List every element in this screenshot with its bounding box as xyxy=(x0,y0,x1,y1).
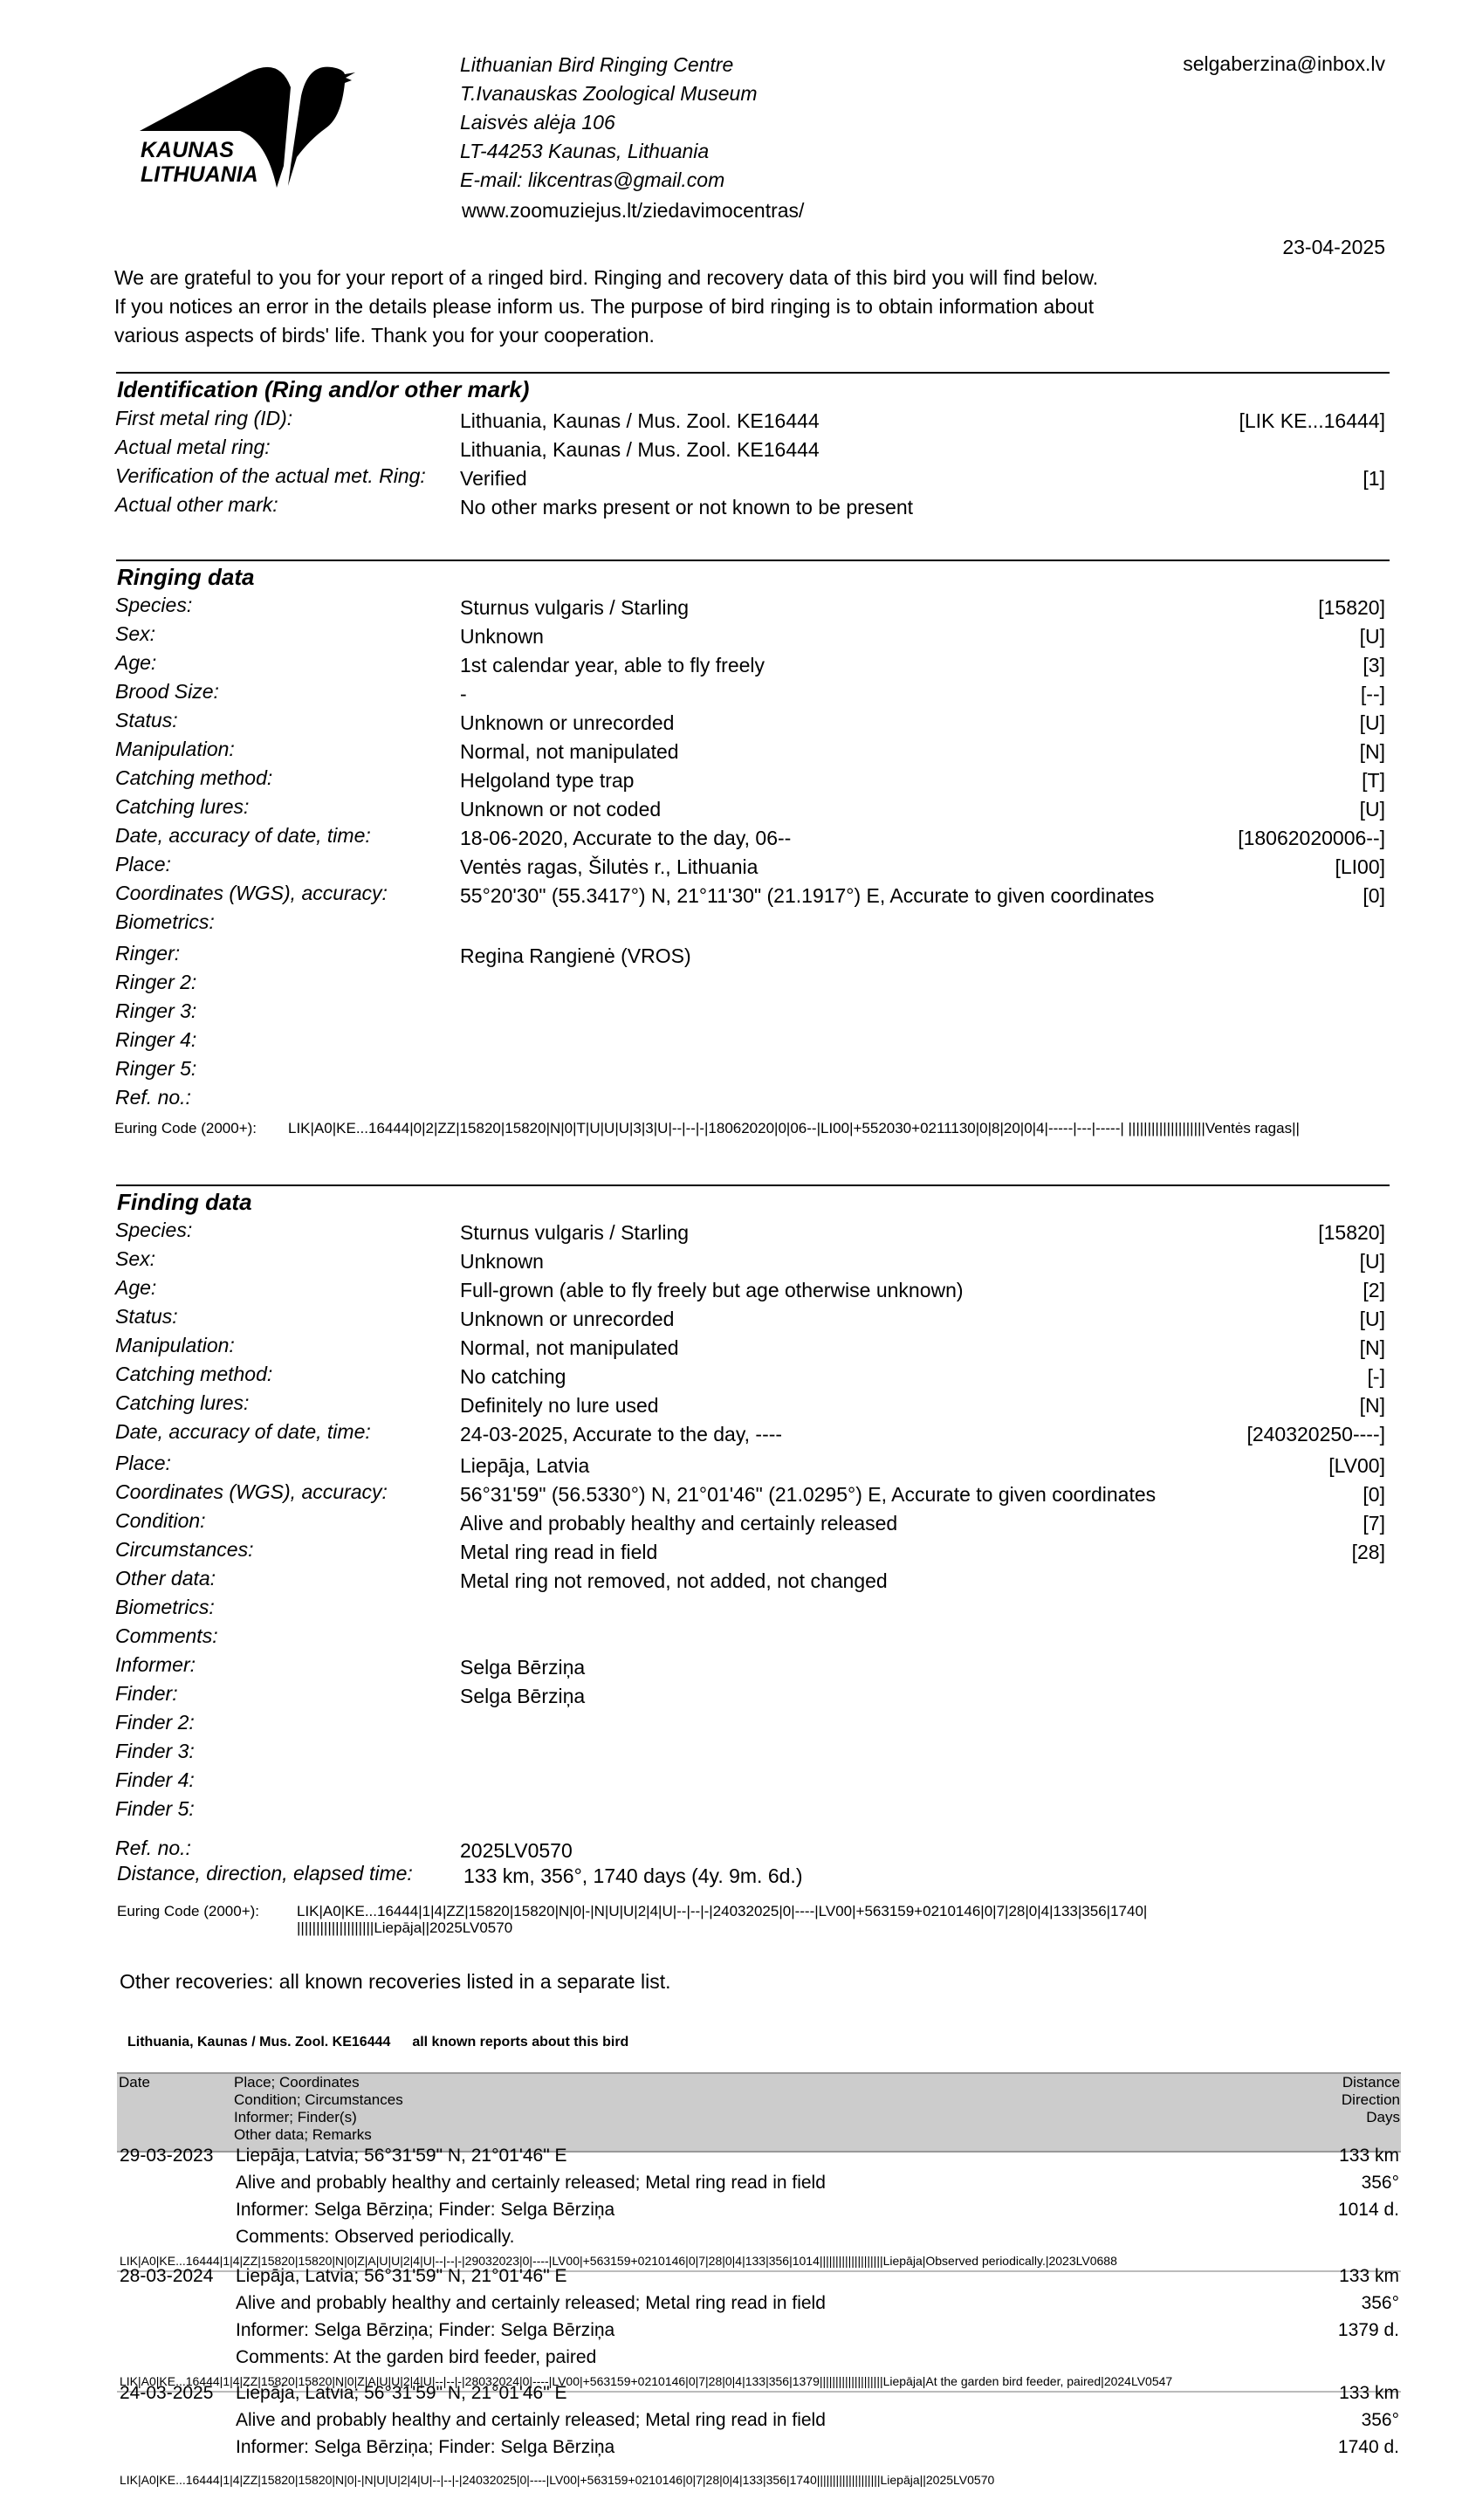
report-direction: 356° xyxy=(1361,2410,1399,2430)
field-value: No other marks present or not known to be present xyxy=(460,496,914,518)
field-label: Brood Size: xyxy=(115,680,219,703)
field-label: Catching method: xyxy=(115,1363,273,1385)
report-date: 28-03-2024 xyxy=(120,2266,214,2286)
field-code: [0] xyxy=(1363,1483,1385,1506)
field-value: Normal, not manipulated xyxy=(460,1336,679,1359)
field-label: Finder 4: xyxy=(115,1768,195,1791)
field-value: No catching xyxy=(460,1365,566,1388)
reports-title xyxy=(127,2035,628,2050)
ringing-euring-code: LIK|A0|KE...16444|0|2|ZZ|15820|15820|N|0|T|U|U|U|3|3|U|--|--|-|18062020|0|06--|LI00|+552030+0211130|0|8|20|0|4|-----|---|-----| ||||||||||||||||||||Ventės ragas|| xyxy=(288,1120,1300,1136)
field-code: [LIK KE...16444] xyxy=(1239,409,1385,432)
report-place: Liepāja, Latvia; 56°31'59" N, 21°01'46" E xyxy=(236,2383,567,2403)
field-value: Helgoland type trap xyxy=(460,769,635,792)
field-label: Catching lures: xyxy=(115,795,250,818)
field-code: [15820] xyxy=(1318,596,1385,619)
street-address: Laisvės alėja 106 xyxy=(460,111,615,134)
report-condition: Alive and probably healthy and certainly released; Metal ring read in field xyxy=(236,2410,826,2430)
distance-label: Distance, direction, elapsed time: xyxy=(117,1862,413,1885)
field-label: Age: xyxy=(115,1276,157,1299)
field-value: 55°20'30" (55.3417°) N, 21°11'30" (21.1917°) E, Accurate to given coordinates xyxy=(460,884,1155,907)
logo-text-kaunas: KAUNAS xyxy=(141,138,234,162)
field-value: Unknown or not coded xyxy=(460,798,662,821)
logo-text-lithuania: LITHUANIA xyxy=(141,162,258,187)
field-label: Place: xyxy=(115,853,171,875)
field-value: Ventės ragas, Šilutės r., Lithuania xyxy=(460,855,759,878)
header-days: Days xyxy=(1366,2109,1400,2125)
field-code: [18062020006--] xyxy=(1238,827,1385,849)
report-days: 1379 d. xyxy=(1337,2320,1399,2340)
field-label: Actual metal ring: xyxy=(115,436,271,458)
field-value: Unknown or unrecorded xyxy=(460,1308,675,1330)
report-direction: 356° xyxy=(1361,2293,1399,2313)
reports-subtitle: all known reports about this bird xyxy=(412,2035,629,2050)
header-place: Place; Coordinates xyxy=(234,2074,360,2091)
header-direction: Direction xyxy=(1341,2091,1400,2108)
website-link[interactable]: www.zoomuziejus.lt/ziedavimocentras/ xyxy=(462,199,805,222)
field-value: Selga Bērziņa xyxy=(460,1685,586,1707)
field-label: First metal ring (ID): xyxy=(115,407,293,429)
intro-line: various aspects of birds' life. Thank you for your cooperation. xyxy=(114,324,655,347)
field-value: Sturnus vulgaris / Starling xyxy=(460,596,690,619)
field-value: Verified xyxy=(460,467,527,490)
field-code: [28] xyxy=(1351,1541,1385,1563)
distance-value: 133 km, 356°, 1740 days (4y. 9m. 6d.) xyxy=(463,1864,803,1887)
field-value: Lithuania, Kaunas / Mus. Zool. KE16444 xyxy=(460,438,820,461)
field-label: Manipulation: xyxy=(115,738,235,760)
field-label: Ref. no.: xyxy=(115,1837,191,1859)
report-euring-code: LIK|A0|KE...16444|1|4|ZZ|15820|15820|N|0|-|N|U|U|2|4|U|--|--|-|24032025|0|----|LV00|+563159+0210146|0|7|28|0|4|133|356|1740||||||||||||||||||||Liepāja||2025LV0570 xyxy=(120,2473,995,2487)
field-value: 1st calendar year, able to fly freely xyxy=(460,654,765,676)
field-value: Metal ring read in field xyxy=(460,1541,658,1563)
field-code: [7] xyxy=(1363,1512,1385,1535)
field-value: Unknown xyxy=(460,1250,544,1273)
section-divider xyxy=(116,372,1390,374)
field-label: Age: xyxy=(115,651,157,674)
field-label: Species: xyxy=(115,1219,193,1241)
field-code: [LI00] xyxy=(1335,855,1385,878)
field-code: [-] xyxy=(1367,1365,1385,1388)
city-address: LT-44253 Kaunas, Lithuania xyxy=(460,140,710,162)
field-label: Ref. no.: xyxy=(115,1086,191,1109)
field-value: 18-06-2020, Accurate to the day, 06-- xyxy=(460,827,792,849)
field-label: Informer: xyxy=(115,1653,196,1676)
field-value: 24-03-2025, Accurate to the day, ---- xyxy=(460,1423,783,1445)
field-value: Full-grown (able to fly freely but age otherwise unknown) xyxy=(460,1279,964,1301)
identification-title: Identification (Ring and/or other mark) xyxy=(117,376,530,402)
report-people: Informer: Selga Bērziņa; Finder: Selga Bērziņa xyxy=(236,2437,615,2457)
finding-title: Finding data xyxy=(117,1189,252,1215)
field-label: Finder 3: xyxy=(115,1740,195,1762)
field-label: Ringer 3: xyxy=(115,999,197,1022)
field-code: [U] xyxy=(1359,1250,1385,1273)
intro-line: We are grateful to you for your report of a ringed bird. Ringing and recovery data of this bird you will find below. xyxy=(114,266,1099,289)
report-distance: 133 km xyxy=(1339,2146,1399,2166)
letter-date: 23-04-2025 xyxy=(1282,236,1385,258)
field-label: Actual other mark: xyxy=(115,493,278,516)
field-label: Comments: xyxy=(115,1624,218,1647)
field-value: Definitely no lure used xyxy=(460,1394,659,1417)
field-label: Finder 2: xyxy=(115,1711,195,1734)
header-metrics xyxy=(1342,2074,1400,2126)
field-value: Metal ring not removed, not added, not changed xyxy=(460,1569,888,1592)
field-label: Sex: xyxy=(115,622,156,645)
recipient-email: selgaberzina@inbox.lv xyxy=(1183,52,1385,75)
section-divider xyxy=(116,1184,1390,1186)
field-value: Sturnus vulgaris / Starling xyxy=(460,1221,690,1244)
header-details xyxy=(234,2074,403,2144)
field-label: Catching method: xyxy=(115,766,273,789)
field-value: Selga Bērziņa xyxy=(460,1656,586,1679)
field-code: [1] xyxy=(1363,467,1385,490)
field-code: [T] xyxy=(1362,769,1385,792)
field-label: Sex: xyxy=(115,1247,156,1270)
field-code: [0] xyxy=(1363,884,1385,907)
field-label: Finder 5: xyxy=(115,1797,195,1820)
address-block xyxy=(460,51,758,195)
museum-name: T.Ivanauskas Zoological Museum xyxy=(460,82,758,105)
report-euring-code: LIK|A0|KE...16444|1|4|ZZ|15820|15820|N|0|Z|A|U|U|2|4|U|--|--|-|28032024|0|----|LV00|+563159+0210146|0|7|28|0|4|133|356|1379||||||||||||||||||||Liepāja|At the garden bird feeder, paired|2024LV0547 xyxy=(120,2374,1173,2388)
field-value: Unknown or unrecorded xyxy=(460,711,675,734)
field-value: - xyxy=(460,683,467,705)
field-label: Status: xyxy=(115,1305,178,1328)
intro-text xyxy=(114,264,1098,350)
field-value: Normal, not manipulated xyxy=(460,740,679,763)
centre-name: Lithuanian Bird Ringing Centre xyxy=(460,53,734,76)
finding-euring-label: Euring Code (2000+): xyxy=(117,1903,260,1919)
header-distance: Distance xyxy=(1342,2074,1400,2091)
field-code: [LV00] xyxy=(1328,1454,1385,1477)
header-condition: Condition; Circumstances xyxy=(234,2091,403,2108)
field-label: Verification of the actual met. Ring: xyxy=(115,464,426,487)
field-label: Place: xyxy=(115,1452,171,1474)
field-label: Species: xyxy=(115,594,193,616)
field-code: [3] xyxy=(1363,654,1385,676)
header-people: Informer; Finder(s) xyxy=(234,2109,357,2125)
field-code: [N] xyxy=(1359,740,1385,763)
field-value: Unknown xyxy=(460,625,544,648)
field-code: [N] xyxy=(1359,1336,1385,1359)
field-code: [240320250----] xyxy=(1246,1423,1385,1445)
field-value: Alive and probably healthy and certainly released xyxy=(460,1512,898,1535)
field-code: [U] xyxy=(1359,711,1385,734)
report-place: Liepāja, Latvia; 56°31'59" N, 21°01'46" E xyxy=(236,2146,567,2166)
report-date: 24-03-2025 xyxy=(120,2383,214,2403)
field-code: [15820] xyxy=(1318,1221,1385,1244)
field-label: Condition: xyxy=(115,1509,206,1532)
field-label: Ringer 4: xyxy=(115,1028,197,1051)
field-label: Manipulation: xyxy=(115,1334,235,1356)
field-code: [U] xyxy=(1359,1308,1385,1330)
intro-line: If you notices an error in the details please inform us. The purpose of bird ringing is to obtain information about xyxy=(114,295,1095,318)
field-label: Other data: xyxy=(115,1567,216,1590)
report-date: 29-03-2023 xyxy=(120,2146,214,2166)
report-condition: Alive and probably healthy and certainly released; Metal ring read in field xyxy=(236,2293,826,2313)
field-label: Finder: xyxy=(115,1682,178,1705)
finding-euring-code: LIK|A0|KE...16444|1|4|ZZ|15820|15820|N|0|-|N|U|U|2|4|U|--|--|-|24032025|0|----|LV00|+563159+0210146|0|7|28|0|4|133|356|1740| ||||||||||||||||||||Liepāja||2025LV0570 xyxy=(297,1903,1148,1936)
ringing-title: Ringing data xyxy=(117,564,255,590)
field-label: Coordinates (WGS), accuracy: xyxy=(115,1480,388,1503)
field-value: Liepāja, Latvia xyxy=(460,1454,590,1477)
field-label: Date, accuracy of date, time: xyxy=(115,824,371,847)
field-label: Coordinates (WGS), accuracy: xyxy=(115,882,388,904)
field-value: Lithuania, Kaunas / Mus. Zool. KE16444 xyxy=(460,409,820,432)
ringing-euring-label: Euring Code (2000+): xyxy=(114,1120,257,1136)
field-label: Catching lures: xyxy=(115,1391,250,1414)
field-label: Ringer 2: xyxy=(115,971,197,993)
field-label: Date, accuracy of date, time: xyxy=(115,1420,371,1443)
field-label: Ringer: xyxy=(115,942,181,965)
section-divider xyxy=(116,560,1390,561)
other-recoveries-note: Other recoveries: all known recoveries listed in a separate list. xyxy=(120,1970,671,1993)
report-distance: 133 km xyxy=(1339,2383,1399,2403)
field-code: [U] xyxy=(1359,625,1385,648)
report-euring-code: LIK|A0|KE...16444|1|4|ZZ|15820|15820|N|0|Z|A|U|U|2|4|U|--|--|-|29032023|0|----|LV00|+563159+0210146|0|7|28|0|4|133|356|1014||||||||||||||||||||Liepāja|Observed periodically.|2023LV0688 xyxy=(120,2254,1117,2268)
report-distance: 133 km xyxy=(1339,2266,1399,2286)
reports-ring-id: Lithuania, Kaunas / Mus. Zool. KE16444 xyxy=(127,2035,391,2050)
field-code: [U] xyxy=(1359,798,1385,821)
field-label: Circumstances: xyxy=(115,1538,254,1561)
field-code: [--] xyxy=(1360,683,1385,705)
field-code: [2] xyxy=(1363,1279,1385,1301)
report-condition: Alive and probably healthy and certainly released; Metal ring read in field xyxy=(236,2173,826,2193)
report-remarks: Comments: At the garden bird feeder, paired xyxy=(236,2347,597,2367)
field-label: Biometrics: xyxy=(115,910,215,933)
report-direction: 356° xyxy=(1361,2173,1399,2193)
report-remarks: Comments: Observed periodically. xyxy=(236,2227,515,2247)
field-code: [N] xyxy=(1359,1394,1385,1417)
field-label: Biometrics: xyxy=(115,1596,215,1618)
header-remarks: Other data; Remarks xyxy=(234,2126,372,2143)
centre-email: E-mail: likcentras@gmail.com xyxy=(460,168,725,191)
field-value: 56°31'59" (56.5330°) N, 21°01'46" (21.0295°) E, Accurate to given coordinates xyxy=(460,1483,1157,1506)
field-value: 2025LV0570 xyxy=(460,1839,573,1862)
report-people: Informer: Selga Bērziņa; Finder: Selga Bērziņa xyxy=(236,2200,615,2220)
field-label: Ringer 5: xyxy=(115,1057,197,1080)
field-value: Regina Rangienė (VROS) xyxy=(460,944,691,967)
header-date: Date xyxy=(119,2074,150,2091)
report-people: Informer: Selga Bērziņa; Finder: Selga Bērziņa xyxy=(236,2320,615,2340)
field-label: Status: xyxy=(115,709,178,731)
report-place: Liepāja, Latvia; 56°31'59" N, 21°01'46" E xyxy=(236,2266,567,2286)
report-days: 1014 d. xyxy=(1337,2200,1399,2220)
report-days: 1740 d. xyxy=(1337,2437,1399,2457)
